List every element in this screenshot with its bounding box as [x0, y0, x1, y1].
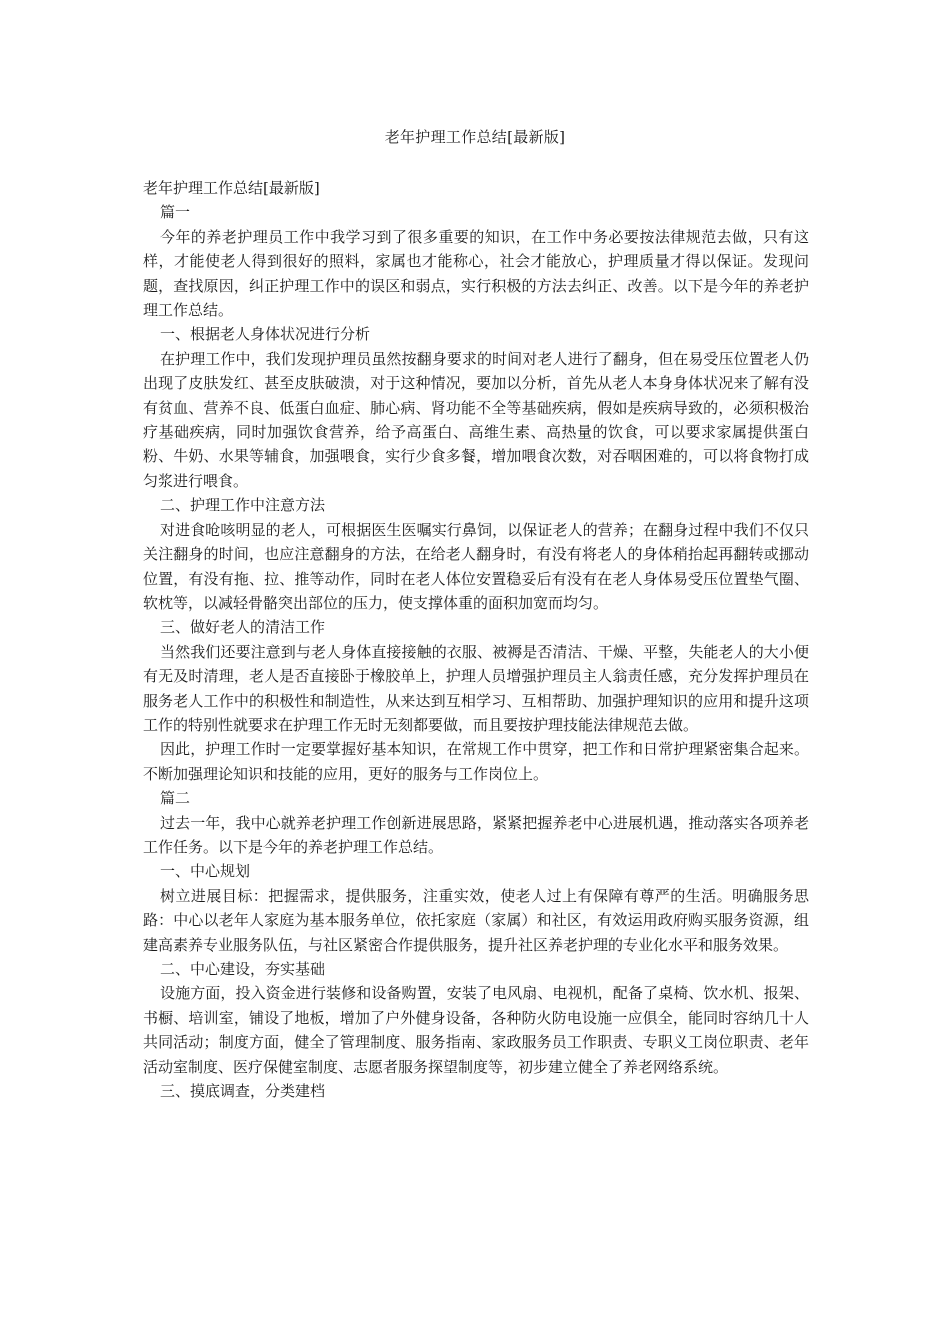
section-paragraph: 因此，护理工作时一定要掌握好基本知识，在常规工作中贯穿，把工作和日常护理紧密集合起来。不断加强理论知识和技能的应用，更好的服务与工作岗位上。 [143, 740, 809, 783]
section-heading: 一、中心规划 [160, 862, 251, 881]
section-heading: 二、中心建设，夯实基础 [160, 960, 326, 978]
part-two-intro: 过去一年，我中心就养老护理工作创新进展思路，紧紧把握养老中心进展机遇，推动落实各项养老工作任务。以下是今年的养老护理工作总结。 [143, 813, 809, 856]
part-one-label: 篇一 [160, 203, 191, 222]
section-heading: 三、摸底调查，分类建档 [160, 1082, 326, 1101]
section-paragraph: 当然我们还要注意到与老人身体直接接触的衣服、被褥是否清洁、干燥、平整，失能老人的大小便有无及时清理，老人是否直接卧于橡胶单上，护理人员增强护理员主人翁责任感，充分发挥护理员在服务老人工作中的积极性和制造性，从来达到互相学习、互相帮助、加强护理知识的应用和提升这项工作的特别性就要求在护理工作无时无刻都要做，而且要按护理技能法律规范去做。 [143, 642, 809, 734]
document-body [143, 176, 809, 1103]
section-paragraph: 对进食呛咳明显的老人，可根据医生医嘱实行鼻饲，以保证老人的营养；在翻身过程中我们不仅只关注翻身的时间，也应注意翻身的方法，在给老人翻身时，有没有将老人的身体稍抬起再翻转或挪动位置，有没有拖、拉、推等动作，同时在老人体位安置稳妥后有没有在老人身体易受压位置垫气圈、软枕等，以减轻骨骼突出部位的压力，使支撑体重的面积加宽而均匀。 [143, 520, 809, 612]
part-two-label: 篇二 [160, 789, 191, 808]
section-paragraph: 在护理工作中，我们发现护理员虽然按翻身要求的时间对老人进行了翻身，但在易受压位置老人仍出现了皮肤发红、甚至皮肤破溃，对于这种情况，要加以分析，首先从老人本身身体状况来了解有没有贫血、营养不良、低蛋白血症、肺心病、肾功能不全等基础疾病，假如是疾病导致的，必须积极治疗基础疾病，同时加强饮食营养，给予高蛋白、高维生素、高热量的饮食，可以要求家属提供蛋白粉、牛奶、水果等辅食，加强喂食，实行少食多餐，增加喂食次数，对吞咽困难的，可以将食物打成匀浆进行喂食。 [143, 349, 809, 490]
section-heading: 二、护理工作中注意方法 [160, 496, 326, 515]
document-subtitle: 老年护理工作总结[最新版] [143, 179, 320, 197]
document-title: 老年护理工作总结[最新版] [384, 128, 566, 146]
section-heading: 一、根据老人身体状况进行分析 [160, 325, 371, 344]
section-paragraph: 设施方面，投入资金进行装修和设备购置，安装了电风扇、电视机，配备了桌椅、饮水机、报架、书橱、培训室，铺设了地板，增加了户外健身设备，各种防火防电设施一应俱全，能同时容纳几十人共同活动；制度方面，健全了管理制度、服务指南、家政服务员工作职责、专职义工岗位职责、老年活动室制度、医疗保健室制度、志愿者服务探望制度等，初步建立健全了养老网络系统。 [143, 984, 809, 1076]
section-paragraph: 树立进展目标：把握需求，提供服务，注重实效，使老人过上有保障有尊严的生活。明确服务思路：中心以老年人家庭为基本服务单位，依托家庭（家属）和社区，有效运用政府购买服务资源，组建高素养专业服务队伍，与社区紧密合作提供服务，提升社区养老护理的专业化水平和服务效果。 [143, 886, 809, 954]
section-heading: 三、做好老人的清洁工作 [160, 618, 326, 637]
part-one-intro: 今年的养老护理员工作中我学习到了很多重要的知识，在工作中务必要按法律规范去做，只有这样，才能使老人得到很好的照料，家属也才能称心，社会才能放心，护理质量才得以保证。发现问题，查找原因，纠正护理工作中的误区和弱点，实行积极的方法去纠正、改善。以下是今年的养老护理工作总结。 [143, 227, 809, 320]
